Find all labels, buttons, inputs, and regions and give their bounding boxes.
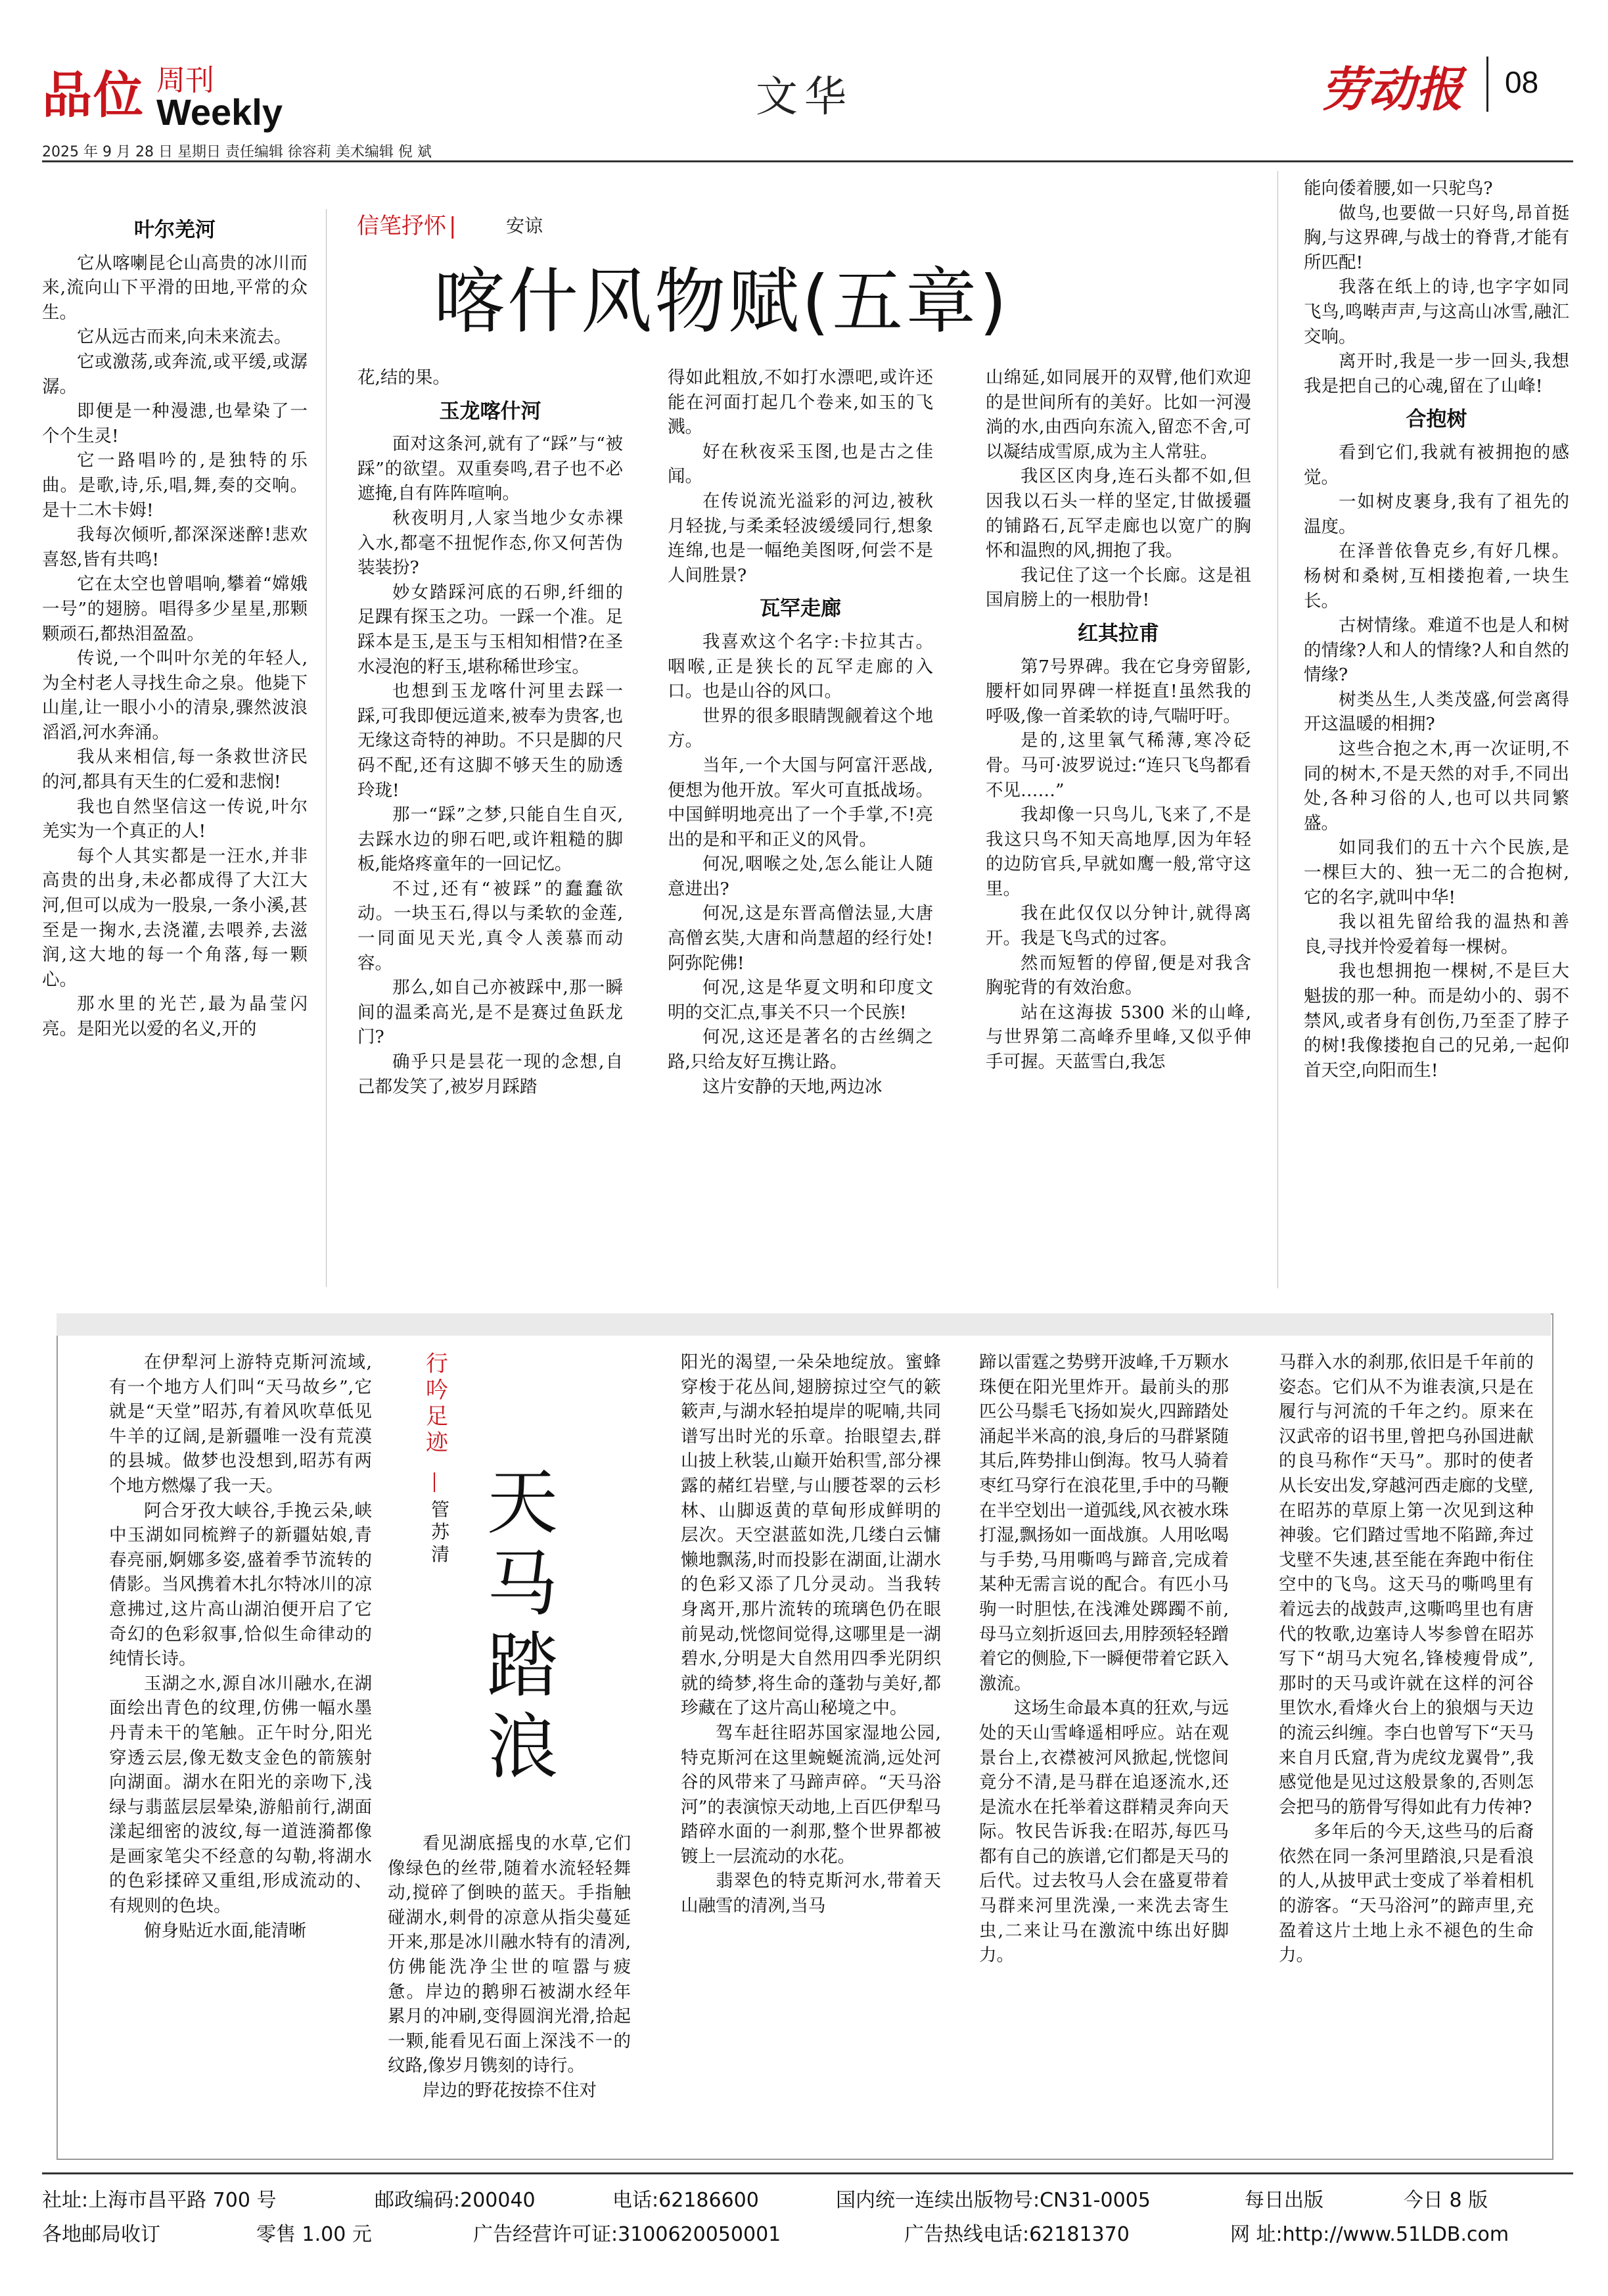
paragraph: 古树情缘。难道不也是人和树的情缘?人和人的情缘?人和自然的情缘? <box>1304 615 1569 686</box>
paragraph: 俯身贴近水面,能清晰 <box>144 1920 306 1941</box>
paragraph: 翡翠色的特克斯河水,带着天山融雪的清冽,当马 <box>681 1871 941 1917</box>
section-title: 文华 <box>756 73 853 122</box>
subheading: 玉龙喀什河 <box>439 399 541 423</box>
paragraph: 我区区肉身,连石头都不如,但因我以石头一样的坚定,甘做援疆的铺路石,瓦罕走廊也以宽广的胸怀和温煦的风,拥抱了我。 <box>986 466 1251 561</box>
paragraph: 何况,这是东晋高僧法显,大唐高僧玄奘,大唐和尚慧超的经行处!阿弥陀佛! <box>668 903 933 973</box>
paragraph-continuation: 能向倭着腰,如一只驼鸟? <box>1304 178 1493 199</box>
paragraph: 我落在纸上的诗,也字字如同飞鸟,鸣啭声声,与这高山冰雪,融汇交响。 <box>1304 277 1569 347</box>
paragraph: 何况,这还是著名的古丝绸之路,只给友好互携让路。 <box>668 1027 933 1073</box>
paragraph: 那水里的光芒,最为晶莹闪亮。是阳光以爱的名义,开的 <box>42 994 308 1039</box>
paragraph: 驾车赶往昭苏国家湿地公园,特克斯河在这里蜿蜒流淌,远处河谷的风带来了马蹄声碎。“天马浴河”的表演惊天动地,上百匹伊犁马踏碎水面的一刹那,整个世界都被镀上一层流动的水花。 <box>681 1722 941 1867</box>
article1-kicker: 信笔抒怀 | <box>357 213 457 239</box>
column-divider <box>1277 171 1278 1288</box>
subheading: 红其拉甫 <box>1078 621 1159 645</box>
paragraph: 是的,这里氧气稀薄,寒冷砭骨。马可·波罗说过:“连只飞鸟都看不见……” <box>986 730 1251 801</box>
footer-price: 零售 1.00 元 <box>256 2223 372 2246</box>
article2-kicker-rule <box>434 1472 435 1492</box>
article1-author: 安谅 <box>506 215 543 237</box>
header-rule <box>42 160 1573 162</box>
paragraph: 离开时,我是一步一回头,我想我是把自己的心魂,留在了山峰! <box>1304 351 1569 396</box>
paragraph: 阿合牙孜大峡谷,手挽云朵,峡中玉湖如同梳辫子的新疆姑娘,青春亮丽,婀娜多姿,盛着季节流转的倩影。当风携着木扎尔特冰川的凉意拂过,这片高山湖泊便开启了它奇幻的色彩叙事,恰似生命律动的纯情长诗。 <box>109 1500 372 1670</box>
paragraph: 我却像一只鸟儿,飞来了,不是我这只鸟不知天高地厚,因为年轻的边防官兵,早就如鹰一般,常守这里。 <box>986 805 1251 899</box>
page-number: 08 <box>1505 65 1539 99</box>
paragraph: 如同我们的五十六个民族,是一棵巨大的、独一无二的合抱树,它的名字,就叫中华! <box>1304 837 1569 908</box>
brand-subtitle: 周刊 <box>156 64 214 97</box>
footer-subscribe: 各地邮局收订 <box>42 2223 160 2246</box>
footer-ad-hotline: 广告热线电话:62181370 <box>904 2223 1130 2246</box>
paragraph: 站在这海拔 5300 米的山峰,与世界第二高峰乔里峰,又似乎伸手可握。天蓝雪白,我怎 <box>986 1002 1251 1073</box>
paragraph: 面对这条河,就有了“踩”与“被踩”的欲望。双重奏鸣,君子也不必遮掩,自有阵阵喧响。 <box>357 434 623 504</box>
article2-kicker: 行吟足迹 <box>426 1351 448 1456</box>
subheading: 合抱树 <box>1406 408 1467 432</box>
paragraph: 我以祖先留给我的温热和善良,寻找并怜爱着每一棵树。 <box>1304 912 1569 957</box>
paragraph: 多年后的今天,这些马的后裔依然在同一条河里踏浪,只是看浪的人,从披甲武士变成了举着相机的游客。“天马浴河”的蹄声里,充盈着这片土地上永不褪色的生命力。 <box>1279 1821 1534 1966</box>
paragraph: 这些合抱之木,再一次证明,不同的树木,不是天然的对手,不同出处,各种习俗的人,也可以共同繁盛。 <box>1304 739 1569 833</box>
paragraph-group <box>109 1350 372 1943</box>
article1-column-4 <box>986 365 1251 1075</box>
paragraph: 妙女踏踩河底的石卵,纤细的足踝有探玉之功。一踩一个准。足踩本是玉,是玉与玉相知相惜?在圣水浸泡的籽玉,堪称稀世珍宝。 <box>357 582 623 677</box>
newspaper-logo: 劳动报 <box>1321 61 1463 117</box>
footer-website: 网 址:http://www.51LDB.com <box>1230 2223 1509 2246</box>
paragraph-continuation: 山绵延,如同展开的双臂,他们欢迎的是世间所有的美好。比如一河漫淌的水,由西向东流入,留恋不舍,可以凝结成雪原,成为主人常驻。 <box>986 367 1251 462</box>
paragraph: 何况,咽喉之处,怎么能让人随意进出? <box>668 854 933 899</box>
paragraph: 我从来相信,每一条救世济民的河,都具有天生的仁爱和悲悯! <box>42 747 308 793</box>
paragraph: 秋夜明月,人家当地少女赤裸入水,都毫不扭怩作态,你又何苦伪装装扮? <box>357 507 623 578</box>
footer-phone: 电话:62186600 <box>612 2189 759 2212</box>
paragraph-continuation: 蹄以雷霆之势劈开波峰,千万颗水珠便在阳光里炸开。最前头的那匹公马鬃毛飞扬如炭火,四蹄踏处涌起半米高的浪,身后的马群紧随其后,阵势排山倒海。牧马人骑着枣红马穿行在浪花里,手中的马鞭在半空划出一道弧线,风衣被水珠打湿,飘扬如一面战旗。人用吆喝与手势,马用嘶鸣与蹄音,完成着某种无需言说的配合。有匹小马驹一时胆怯,在浅滩处踯躅不前,母马立刻折返回去,用脖颈轻轻蹭着它的侧脸,下一瞬便带着它跃入激流。 <box>979 1352 1229 1694</box>
brand-logo: 品位 <box>42 66 145 124</box>
article2-title: 天马踏浪 <box>486 1462 558 1789</box>
paragraph: 树类丛生,人类茂盛,何尝离得开这温暖的相拥? <box>1304 689 1569 735</box>
subheading: 叶尔羌河 <box>134 218 216 242</box>
paragraph: 每个人其实都是一汪水,并非高贵的出身,未必都成得了大江大河,但可以成为一股泉,一条小溪,甚至是一掬水,去浇灌,去喂养,去滋润,这大地的每一个角落,每一颗心。 <box>42 845 308 990</box>
paragraph-group <box>668 630 933 1099</box>
paragraph: 我记住了这一个长廊。这是祖国肩膀上的一根肋骨! <box>986 565 1251 611</box>
paragraph-group <box>986 464 1251 613</box>
weekly-label: Weekly <box>156 91 283 133</box>
paragraph: 也想到玉龙喀什河里去踩一踩,可我即便远道来,被奉为贵客,也无缘这奇特的神助。不只是脚的尺码不配,还有这脚不够天生的励透玲珑! <box>357 681 623 801</box>
paragraph-continuation: 阳光的渴望,一朵朵地绽放。蜜蜂穿梭于花丛间,翅膀掠过空气的簌簌声,与湖水轻拍堤岸的呢喃,共同谱写出时光的乐章。抬眼望去,群山披上秋装,山巅开始积雪,部分裸露的赭红岩壁,与山腰苍翠的云杉林、山脚返黄的草甸形成鲜明的层次。天空湛蓝如洗,几缕白云慵懒地飘荡,时而投影在湖面,让湖水的色彩又添了几分灵动。当我转身离开,那片流转的琉璃色仍在眼前晃动,恍惚间觉得,这哪里是一湖碧水,分明是大自然用四季光阴织就的绮梦,将生命的蓬勃与美好,都珍藏在了这片高山秘境之中。 <box>681 1352 941 1719</box>
subheading: 瓦罕走廊 <box>760 597 841 621</box>
footer-cn-number: 国内统一连续出版物号:CN31-0005 <box>836 2189 1151 2212</box>
paragraph: 它一路唱吟的,是独特的乐曲。是歌,诗,乐,唱,舞,奏的交响。是十二木卡姆! <box>42 450 308 521</box>
paragraph-group <box>986 655 1251 1075</box>
article2-column-5 <box>1279 1350 1534 1968</box>
paragraph-continuation: 得如此粗放,不如打水漂吧,或许还能在河面打起几个卷来,如玉的飞溅。 <box>668 367 933 438</box>
footer-postcode: 邮政编码:200040 <box>375 2189 536 2212</box>
footer-daily: 每日出版 <box>1245 2189 1323 2212</box>
paragraph: 这场生命最本真的狂欢,与远处的天山雪峰遥相呼应。站在观景台上,衣襟被河风掀起,恍惚间竟分不清,是马群在追逐流水,还是流水在托举着这群精灵奔向天际。牧民告诉我:在昭苏,每匹马都有自己的族谱,它们都是天马的后代。过去牧马人会在盛夏带着马群来河里洗澡,一来洗去寄生虫,二来让马在激流中练出好脚力。 <box>979 1698 1229 1966</box>
paragraph: 第7号界碑。我在它身旁留影,腰杆如同界碑一样挺直!虽然我的呼吸,像一首柔软的诗,气喘吁吁。 <box>986 656 1251 726</box>
article1-column-3 <box>668 365 933 1099</box>
paragraph-group <box>357 432 623 1099</box>
paragraph-group <box>681 1721 941 1919</box>
article2-column-3 <box>681 1350 941 1919</box>
article1-column-1 <box>42 209 308 1042</box>
paragraph-group <box>42 251 308 1042</box>
footer-address: 社址:上海市昌平路 700 号 <box>42 2189 277 2212</box>
paragraph-group <box>1304 440 1569 1083</box>
paragraph: 它或激荡,或奔流,或平缓,或潺潺。 <box>42 351 308 397</box>
paragraph: 玉湖之水,源自冰川融水,在湖面绘出青色的纹理,仿佛一幅水墨丹青未干的笔触。正午时分,阳光穿透云层,像无数支金色的箭簇射向湖面。湖水在阳光的亲吻下,浅绿与翡蓝层层晕染,游船前行,湖面漾起细密的波纹,每一道涟漪都像是画家笔尖不经意的勾勒,将湖水的色彩揉碎又重组,形成流动的、有规则的色块。 <box>109 1673 372 1917</box>
paragraph: 好在秋夜采玉图,也是古之佳闻。 <box>668 441 933 487</box>
page-separator <box>1486 57 1488 112</box>
paragraph: 它从远古而来,向未来流去。 <box>77 327 292 348</box>
paragraph-continuation: 马群入水的刹那,依旧是千年前的姿态。它们从不为谁表演,只是在履行与河流的千年之约。原来在汉武帝的诏书里,曾把乌孙国进献的良马称作“天马”。那时的使者从长安出发,穿越河西走廊的戈壁,在昭苏的草原上第一次见到这种神骏。它们踏过雪地不陷蹄,奔过戈壁不失速,甚至能在奔跑中衔住空中的飞鸟。这天马的嘶鸣里有着远去的战鼓声,这嘶鸣里也有唐代的牧歌,边塞诗人岑参曾在昭苏写下“胡马大宛名,锋棱瘦骨成”,那时的天马或许就在这样的河谷里饮水,看烽火台上的狼烟与天边的流云纠缠。李白也曾写下“天马来自月氏窟,背为虎纹龙翼骨”,我感觉他是见过这般景象的,否则怎会把马的筋骨写得如此有力传神? <box>1279 1352 1534 1817</box>
article1-title: 喀什风物赋(五章) <box>434 261 1010 343</box>
paragraph: 做鸟,也要做一只好鸟,昂首挺胸,与这界碑,与战士的脊背,才能有所匹配! <box>1304 202 1569 273</box>
footer-pages: 今日 8 版 <box>1404 2189 1488 2212</box>
dateline: 2025 年 9 月 28 日 星期日 责任编辑 徐容莉 美术编辑 倪 斌 <box>42 144 432 160</box>
paragraph: 它从喀喇昆仑山高贵的冰川而来,流向山下平滑的田地,平常的众生。 <box>42 252 308 323</box>
paragraph-group <box>1279 1819 1534 1968</box>
paragraph: 世界的很多眼睛觊觎着这个地方。 <box>668 705 933 751</box>
article2-column-4 <box>979 1350 1229 1968</box>
footer-rule <box>42 2172 1573 2174</box>
paragraph: 何况,这是华夏文明和印度文明的交汇点,事关不只一个民族! <box>668 977 933 1023</box>
paragraph: 它在太空也曾唱响,攀着“嫦娥一号”的翅膀。唱得多少星星,那颗颗顽石,都热泪盈盈。 <box>42 574 308 644</box>
paragraph-group <box>668 440 933 588</box>
paragraph: 确乎只是昙花一现的念想,自己都发笑了,被岁月踩踏 <box>357 1052 623 1097</box>
column-divider <box>326 209 327 1287</box>
paragraph: 我喜欢这个名字:卡拉其古。咽喉,正是狭长的瓦罕走廊的入口。也是山谷的风口。 <box>668 631 933 702</box>
paragraph-group <box>1304 201 1569 399</box>
paragraph: 即便是一种漫漶,也晕染了一个个生灵! <box>42 401 308 446</box>
paragraph: 我在此仅仅以分钟计,就得离开。我是飞鸟式的过客。 <box>986 903 1251 949</box>
paragraph: 传说,一个叫叶尔羌的年轻人,为全村老人寻找生命之泉。他毙下山崖,让一眼小小的清泉,骤然波浪滔滔,河水奔涌。 <box>42 648 308 743</box>
paragraph: 在传说流光溢彩的河边,被秋月轻拢,与柔柔轻波缓缓同行,想象连绵,也是一幅绝美图呀,何尝不是人间胜景? <box>668 490 933 586</box>
paragraph: 岸边的野花按捺不住对 <box>423 2080 597 2101</box>
paragraph: 在泽普依鲁克乡,有好几棵。杨树和桑树,互相搂抱着,一块生长。 <box>1304 541 1569 611</box>
paragraph: 我也想拥抱一棵树,不是巨大魁拔的那一种。而是幼小的、弱不禁风,或者身有创伤,乃至歪了脖子的树!我像搂抱自己的兄弟,一起仰首天空,向阳而生! <box>1304 961 1569 1081</box>
footer-license: 广告经营许可证:3100620050001 <box>473 2223 781 2246</box>
paragraph: 那一“踩”之梦,只能自生自灭,去踩水边的卵石吧,或许粗糙的脚板,能烙疼童年的一回记忆。 <box>357 805 623 875</box>
paragraph: 一如树皮裹身,我有了祖先的温度。 <box>1304 492 1569 537</box>
paragraph-group <box>388 1831 631 2103</box>
article1-column-5 <box>1304 176 1569 1083</box>
paragraph: 我每次倾听,都深深迷醉!悲欢喜怒,皆有共鸣! <box>42 525 308 570</box>
paragraph: 当年,一个大国与阿富汗恶战,便想为他开放。军火可直抵战场。中国鲜明地亮出了一个手掌,不!亮出的是和平和正义的风骨。 <box>668 755 933 850</box>
article2-column-2 <box>388 1831 631 2103</box>
paragraph: 我也自然坚信这一传说,叶尔羌实为一个真正的人! <box>42 796 308 842</box>
paragraph: 在伊犁河上游特克斯河流域,有一个地方人们叫“天马故乡”,它就是“天堂”昭苏,有着风吹草低见牛羊的辽阔,是新疆唯一没有荒漠的县城。做梦也没想到,昭苏有两个地方燃爆了我一天。 <box>109 1352 372 1496</box>
paragraph: 不过,还有“被踩”的蠢蠢欲动。一块玉石,得以与柔软的金莲,一同面见天光,真令人羡慕而动容。 <box>357 878 623 973</box>
article2-box-band <box>57 1313 1551 1336</box>
paragraph-continuation: 花,结的果。 <box>357 367 450 388</box>
paragraph: 看见湖底摇曳的水草,它们像绿色的丝带,随着水流轻轻舞动,搅碎了倒映的蓝天。手指触碰湖水,刺骨的凉意从指尖蔓延开来,那是冰川融水特有的清冽,仿佛能洗净尘世的喧嚣与疲惫。岸边的鹅卵石被湖水经年累月的冲刷,变得圆润光滑,拾起一颗,能看见石面上深浅不一的纹路,像岁月镌刻的诗行。 <box>388 1833 631 2076</box>
article2-column-1 <box>109 1350 372 1943</box>
paragraph-group <box>979 1696 1229 1968</box>
paragraph: 看到它们,我就有被拥抱的感觉。 <box>1304 442 1569 488</box>
article2-author: 管苏清 <box>430 1499 449 1565</box>
paragraph: 这片安静的天地,两边冰 <box>702 1076 883 1097</box>
paragraph: 那么,如自己亦被踩中,那一瞬间的温柔高光,是不是赛过鱼跃龙门? <box>357 977 623 1048</box>
paragraph: 然而短暂的停留,便是对我含胸驼背的有效治愈。 <box>986 952 1251 998</box>
article1-column-2 <box>357 365 623 1099</box>
